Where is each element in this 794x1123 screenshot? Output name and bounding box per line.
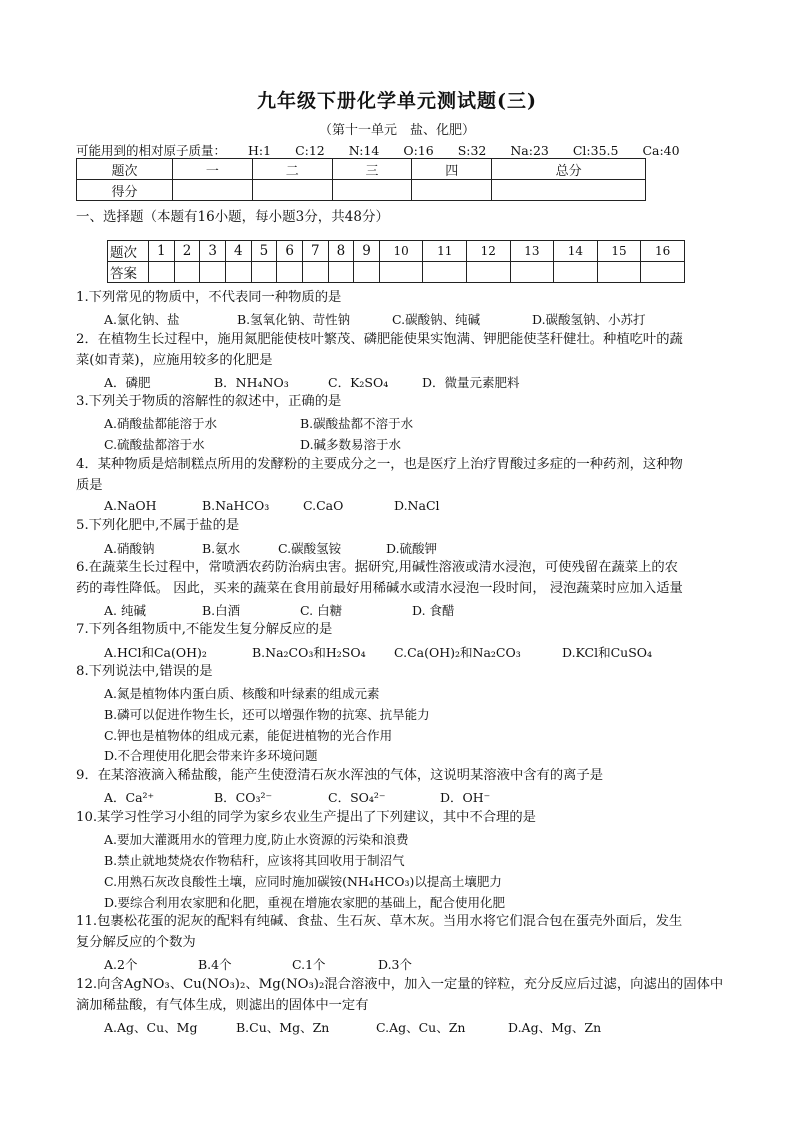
answer-table-cell: 1 (149, 241, 175, 262)
option: A．Ca²⁺ (104, 790, 155, 805)
atomic-mass: C:12 (295, 143, 325, 158)
option: B.Na₂CO₃和H₂SO₄ (252, 645, 366, 660)
answer-table-cell: 2 (174, 241, 200, 262)
score-table-cell: 一 (173, 159, 253, 180)
atomic-masses (76, 141, 736, 159)
question-5 (76, 516, 726, 537)
answer-input-cell[interactable] (251, 262, 277, 283)
option: B.禁止就地焚烧农作物秸秆，应该将其回收用于制沼气 (104, 853, 405, 868)
score-table (76, 158, 646, 201)
answer-table-cell: 3 (200, 241, 226, 262)
option: A.Ag、Cu、Mg (104, 1020, 198, 1035)
answer-table-answer-row (108, 262, 685, 283)
question-12 (76, 975, 726, 1016)
question-text: 药的毒性降低。 因此，买来的蔬菜在食用前最好用稀碱水或清水浸泡一段时间， 浸泡蔬菜时应加入适量 (76, 580, 683, 596)
answer-input-cell[interactable] (554, 262, 598, 283)
question-3 (76, 392, 726, 413)
question-2 (76, 330, 726, 371)
score-table-cell: 得分 (77, 180, 173, 201)
atomic-mass: H:1 (248, 143, 272, 158)
answer-table-cell: 14 (554, 241, 598, 262)
answer-input-cell[interactable] (149, 262, 175, 283)
answer-table-cell: 题次 (108, 241, 149, 262)
question-text: 5.下列化肥中,不属于盐的是 (76, 518, 240, 533)
answer-table-cell: 9 (354, 241, 380, 262)
question-text: 4．某种物质是焙制糕点所用的发酵粉的主要成分之一，也是医疗上治疗胃酸过多症的一种药剂，这种物 (76, 457, 683, 472)
question-7 (76, 620, 726, 641)
option: D.不合理使用化肥会带来许多环境问题 (104, 748, 318, 763)
atomic-mass: Na:23 (510, 143, 549, 158)
answer-table-cell: 8 (328, 241, 354, 262)
answer-table-cell: 13 (510, 241, 554, 262)
option: B.氨水 (202, 541, 241, 556)
option: B.碳酸盐都不溶于水 (300, 416, 414, 431)
option: C.Ca(OH)₂和Na₂CO₃ (394, 645, 521, 660)
option: B．NH₄NO₃ (214, 375, 289, 390)
option: B.白酒 (202, 603, 241, 618)
answer-table-cell: 11 (423, 241, 467, 262)
answer-table-cell: 6 (277, 241, 303, 262)
option: A.氮是植物体内蛋白质、核酸和叶绿素的组成元素 (104, 686, 380, 701)
option: C.碳酸氢铵 (278, 541, 342, 556)
answer-table-cell: 15 (597, 241, 641, 262)
score-table-cell: 四 (412, 159, 492, 180)
option: A.NaOH (104, 498, 157, 513)
score-table-score-row (77, 180, 646, 201)
question-text: 11.包裹松花蛋的泥灰的配料有纯碱、食盐、生石灰、草木灰。当用水将它们混合包在蛋壳外面后，发生 (76, 914, 683, 929)
question-6 (76, 558, 726, 599)
section-heading: 一、选择题（本题有16小题，每小题3分，共48分） (76, 209, 389, 225)
option: C.1个 (292, 957, 326, 972)
answer-table-cell: 12 (467, 241, 511, 262)
question-text: 12.向含AgNO₃、Cu(NO₃)₂、Mg(NO₃)₂混合溶液中，加入一定量的锌粒，充分反应后过滤，向滤出的固体中 (76, 977, 724, 992)
option: D.Ag、Mg、Zn (508, 1020, 602, 1035)
answer-table (107, 240, 685, 283)
option: D．OH⁻ (440, 790, 491, 805)
option: D.KCl和CuSO₄ (562, 645, 653, 660)
option: C．SO₄²⁻ (328, 790, 386, 805)
answer-input-cell[interactable] (597, 262, 641, 283)
option: D.硫酸钾 (386, 541, 438, 556)
question-text: 质是 (76, 477, 103, 493)
option: A.硝酸盐都能溶于水 (104, 416, 218, 431)
atomic-mass: S:32 (457, 143, 487, 158)
option: C．K₂SO₄ (328, 375, 389, 390)
answer-table-cell: 4 (225, 241, 251, 262)
score-table-cell: 题次 (77, 159, 173, 180)
question-text: 复分解反应的个数为 (76, 934, 196, 950)
answer-input-cell[interactable] (277, 262, 303, 283)
question-9 (76, 766, 726, 787)
question-text: 菜(如青菜)，应施用较多的化肥是 (76, 352, 273, 368)
answer-input-cell[interactable] (379, 262, 423, 283)
page-subtitle: （第十一单元 盐、化肥） (318, 123, 475, 138)
option: B.4个 (198, 957, 232, 972)
answer-table-cell: 5 (251, 241, 277, 262)
question-text: 6.在蔬菜生长过程中，常喷洒农药防治病虫害。据研究,用碱性溶液或清水浸泡，可使残留在蔬菜上的农 (76, 560, 678, 575)
question-1 (76, 288, 726, 309)
answer-input-cell[interactable] (510, 262, 554, 283)
question-text: 7.下列各组物质中,不能发生复分解反应的是 (76, 622, 333, 637)
question-text: 2．在植物生长过程中，施用氮肥能使枝叶繁茂、磷肥能使果实饱满、钾肥能使茎秆健壮。种植吃叶的蔬 (76, 332, 683, 347)
page-title: 九年级下册化学单元测试题(三) (257, 90, 537, 112)
option: D.NaCl (394, 498, 440, 513)
option: B.磷可以促进作物生长，还可以增强作物的抗寒、抗旱能力 (104, 707, 430, 722)
score-input-cell[interactable] (492, 180, 646, 201)
answer-input-cell[interactable] (641, 262, 685, 283)
answer-input-cell[interactable] (328, 262, 354, 283)
atomic-mass: N:14 (348, 143, 380, 158)
atomic-mass: Ca:40 (642, 143, 680, 158)
question-10 (76, 808, 726, 829)
question-text: 8.下列说法中,错误的是 (76, 664, 213, 679)
option: B．CO₃²⁻ (214, 790, 273, 805)
score-input-cell[interactable] (173, 180, 253, 201)
question-text: 滴加稀盐酸，有气体生成，则滤出的固体中一定有 (76, 997, 369, 1013)
answer-input-cell[interactable] (200, 262, 226, 283)
answer-input-cell[interactable] (354, 262, 380, 283)
option: A.要加大灌溉用水的管理力度,防止水资源的污染和浪费 (104, 832, 409, 847)
score-table-cell: 二 (252, 159, 332, 180)
atomic-mass: Cl:35.5 (572, 143, 619, 158)
score-table-header-row (77, 159, 646, 180)
question-text: 10.某学习性学习小组的同学为家乡农业生产提出了下列建议，其中不合理的是 (76, 810, 536, 825)
score-table-cell: 总分 (492, 159, 646, 180)
question-4 (76, 455, 726, 496)
option: C. 白糖 (300, 603, 343, 618)
option: D.3个 (378, 957, 413, 972)
atomic-mass: O:16 (403, 143, 434, 158)
question-text: 1.下列常见的物质中，不代表同一种物质的是 (76, 290, 342, 305)
question-text: 9．在某溶液滴入稀盐酸，能产生使澄清石灰水浑浊的气体，这说明某溶液中含有的离子是 (76, 768, 604, 783)
option: A.2个 (104, 957, 138, 972)
question-8 (76, 662, 726, 683)
score-input-cell[interactable] (332, 180, 412, 201)
answer-input-cell[interactable] (423, 262, 467, 283)
option: B.Cu、Mg、Zn (236, 1020, 330, 1035)
option: C.硫酸盐都溶于水 (104, 437, 205, 452)
atomic-masses-label: 可能用到的相对原子质量： (76, 143, 227, 158)
option: D.碱多数易溶于水 (300, 437, 402, 452)
answer-table-cell: 16 (641, 241, 685, 262)
option: D. 食醋 (412, 603, 455, 618)
option: C.用熟石灰改良酸性土壤，应同时施加碳铵(NH₄HCO₃)以提高土壤肥力 (104, 874, 502, 889)
answer-input-cell[interactable] (174, 262, 200, 283)
answer-input-cell[interactable] (302, 262, 328, 283)
option: B.NaHCO₃ (202, 498, 270, 513)
answer-input-cell[interactable] (225, 262, 251, 283)
answer-table-cell: 答案 (108, 262, 149, 283)
option: C.钾也是植物体的组成元素，能促进植物的光合作用 (104, 728, 393, 743)
option: C.碳酸钠、纯碱 (392, 312, 481, 327)
option: A. 纯碱 (104, 603, 146, 618)
option: D.碳酸氢钠、小苏打 (532, 312, 646, 327)
score-table-cell: 三 (332, 159, 412, 180)
option: D.要综合利用农家肥和化肥，重视在增施农家肥的基础上，配合使用化肥 (104, 895, 506, 910)
option: A．磷肥 (104, 375, 151, 390)
question-text: 3.下列关于物质的溶解性的叙述中，正确的是 (76, 394, 342, 409)
score-input-cell[interactable] (412, 180, 492, 201)
option: A.HCl和Ca(OH)₂ (104, 645, 207, 660)
option: A.氯化钠、盐 (104, 312, 180, 327)
answer-table-cell: 7 (302, 241, 328, 262)
answer-input-cell[interactable] (467, 262, 511, 283)
answer-table-cell: 10 (379, 241, 423, 262)
option: D．微量元素肥料 (422, 375, 520, 390)
question-11 (76, 912, 726, 953)
option: C.Ag、Cu、Zn (376, 1020, 466, 1035)
answer-table-number-row (108, 241, 685, 262)
score-input-cell[interactable] (252, 180, 332, 201)
option: A.硝酸钠 (104, 541, 155, 556)
option: C.CaO (303, 498, 344, 513)
option: B.氢氧化钠、苛性钠 (237, 312, 351, 327)
